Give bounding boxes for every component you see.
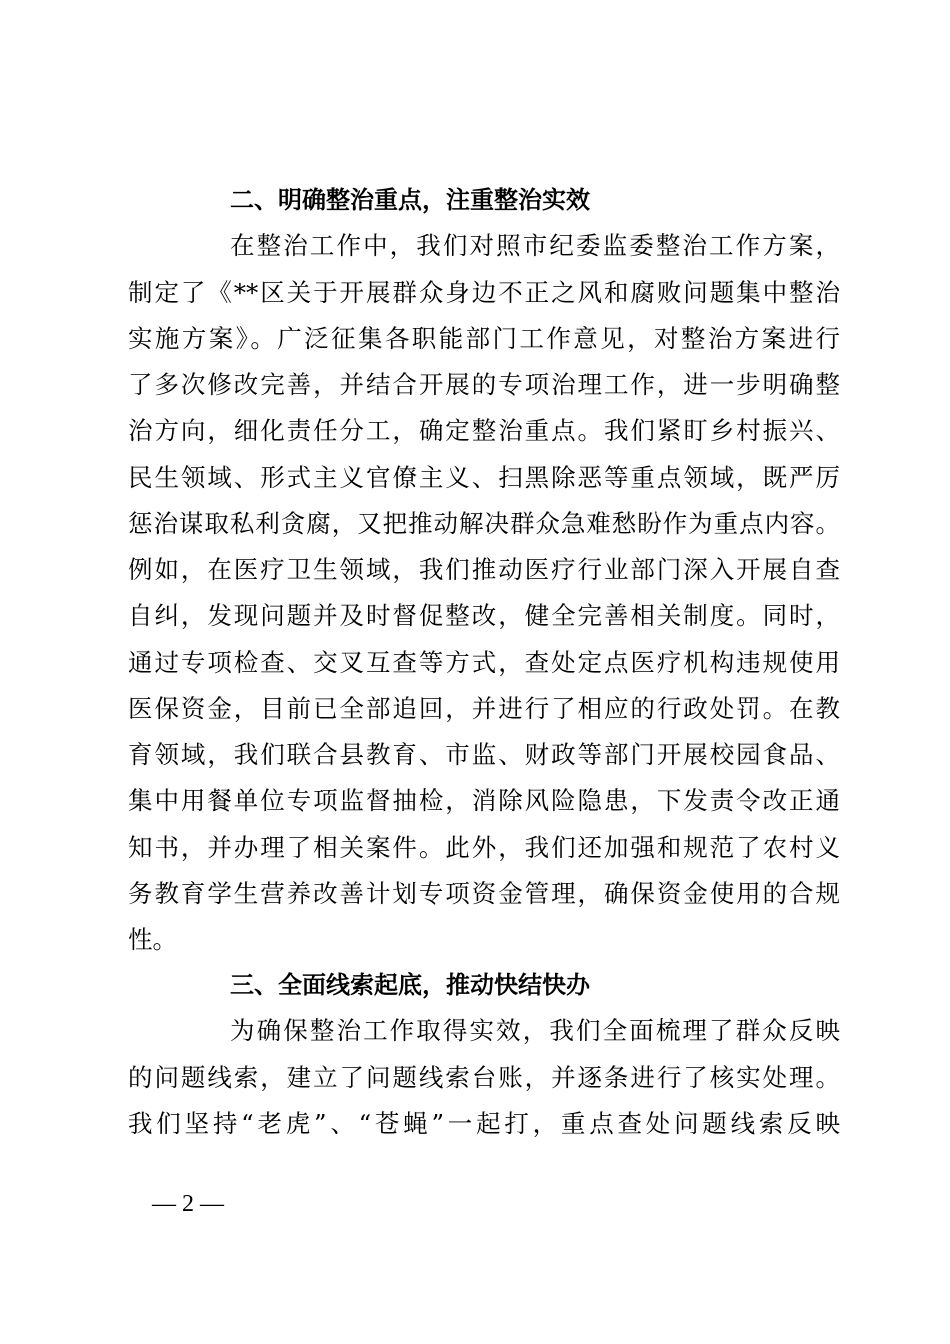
page-number: — 2 — [152, 1191, 224, 1217]
paragraph-line: 了多次修改完善，并结合开展的专项治理工作，进一步明确整 [128, 370, 840, 399]
paragraph-line: 民生领域、形式主义官僚主义、扫黑除恶等重点领域，既严厉 [128, 463, 840, 492]
paragraph-line: 知书，并办理了相关案件。此外，我们还加强和规范了农村义 [128, 833, 840, 862]
paragraph-line: 集中用餐单位专项监督抽检，消除风险隐患，下发责令改正通 [128, 786, 840, 815]
paragraph-line: 为确保整治工作取得实效，我们全面梳理了群众反映 [230, 1016, 840, 1045]
paragraph-line: 实施方案》。广泛征集各职能部门工作意见，对整治方案进行 [128, 324, 840, 353]
paragraph-line: 的问题线索，建立了问题线索台账，并逐条进行了核实处理。 [128, 1063, 840, 1092]
paragraph-line: 医保资金，目前已全部追回，并进行了相应的行政处罚。在教 [128, 694, 840, 723]
section-2-heading: 二、明确整治重点，注重整治实效 [230, 186, 590, 214]
section-3-heading: 三、全面线索起底，推动快结快办 [230, 971, 590, 999]
paragraph-line: 惩治谋取私利贪腐，又把推动解决群众急难愁盼作为重点内容。 [128, 509, 840, 538]
paragraph-line: 自纠，发现问题并及时督促整改，健全完善相关制度。同时， [128, 601, 840, 630]
paragraph-line: 治方向，细化责任分工，确定整治重点。我们紧盯乡村振兴、 [128, 416, 840, 445]
paragraph-line: 通过专项检查、交叉互查等方式，查处定点医疗机构违规使用 [128, 648, 840, 677]
paragraph-line: 务教育学生营养改善计划专项资金管理，确保资金使用的合规 [128, 879, 840, 908]
paragraph-line: 制定了《**区关于开展群众身边不正之风和腐败问题集中整治 [128, 278, 840, 307]
paragraph-line: 育领域，我们联合县教育、市监、财政等部门开展校园食品、 [128, 740, 840, 769]
paragraph-line: 我们坚持“老虎”、“苍蝇”一起打，重点查处问题线索反映 [128, 1109, 840, 1138]
paragraph-line: 在整治工作中，我们对照市纪委监委整治工作方案， [230, 231, 840, 260]
paragraph-line: 性。 [128, 925, 177, 954]
paragraph-line: 例如，在医疗卫生领域，我们推动医疗行业部门深入开展自查 [128, 555, 840, 584]
